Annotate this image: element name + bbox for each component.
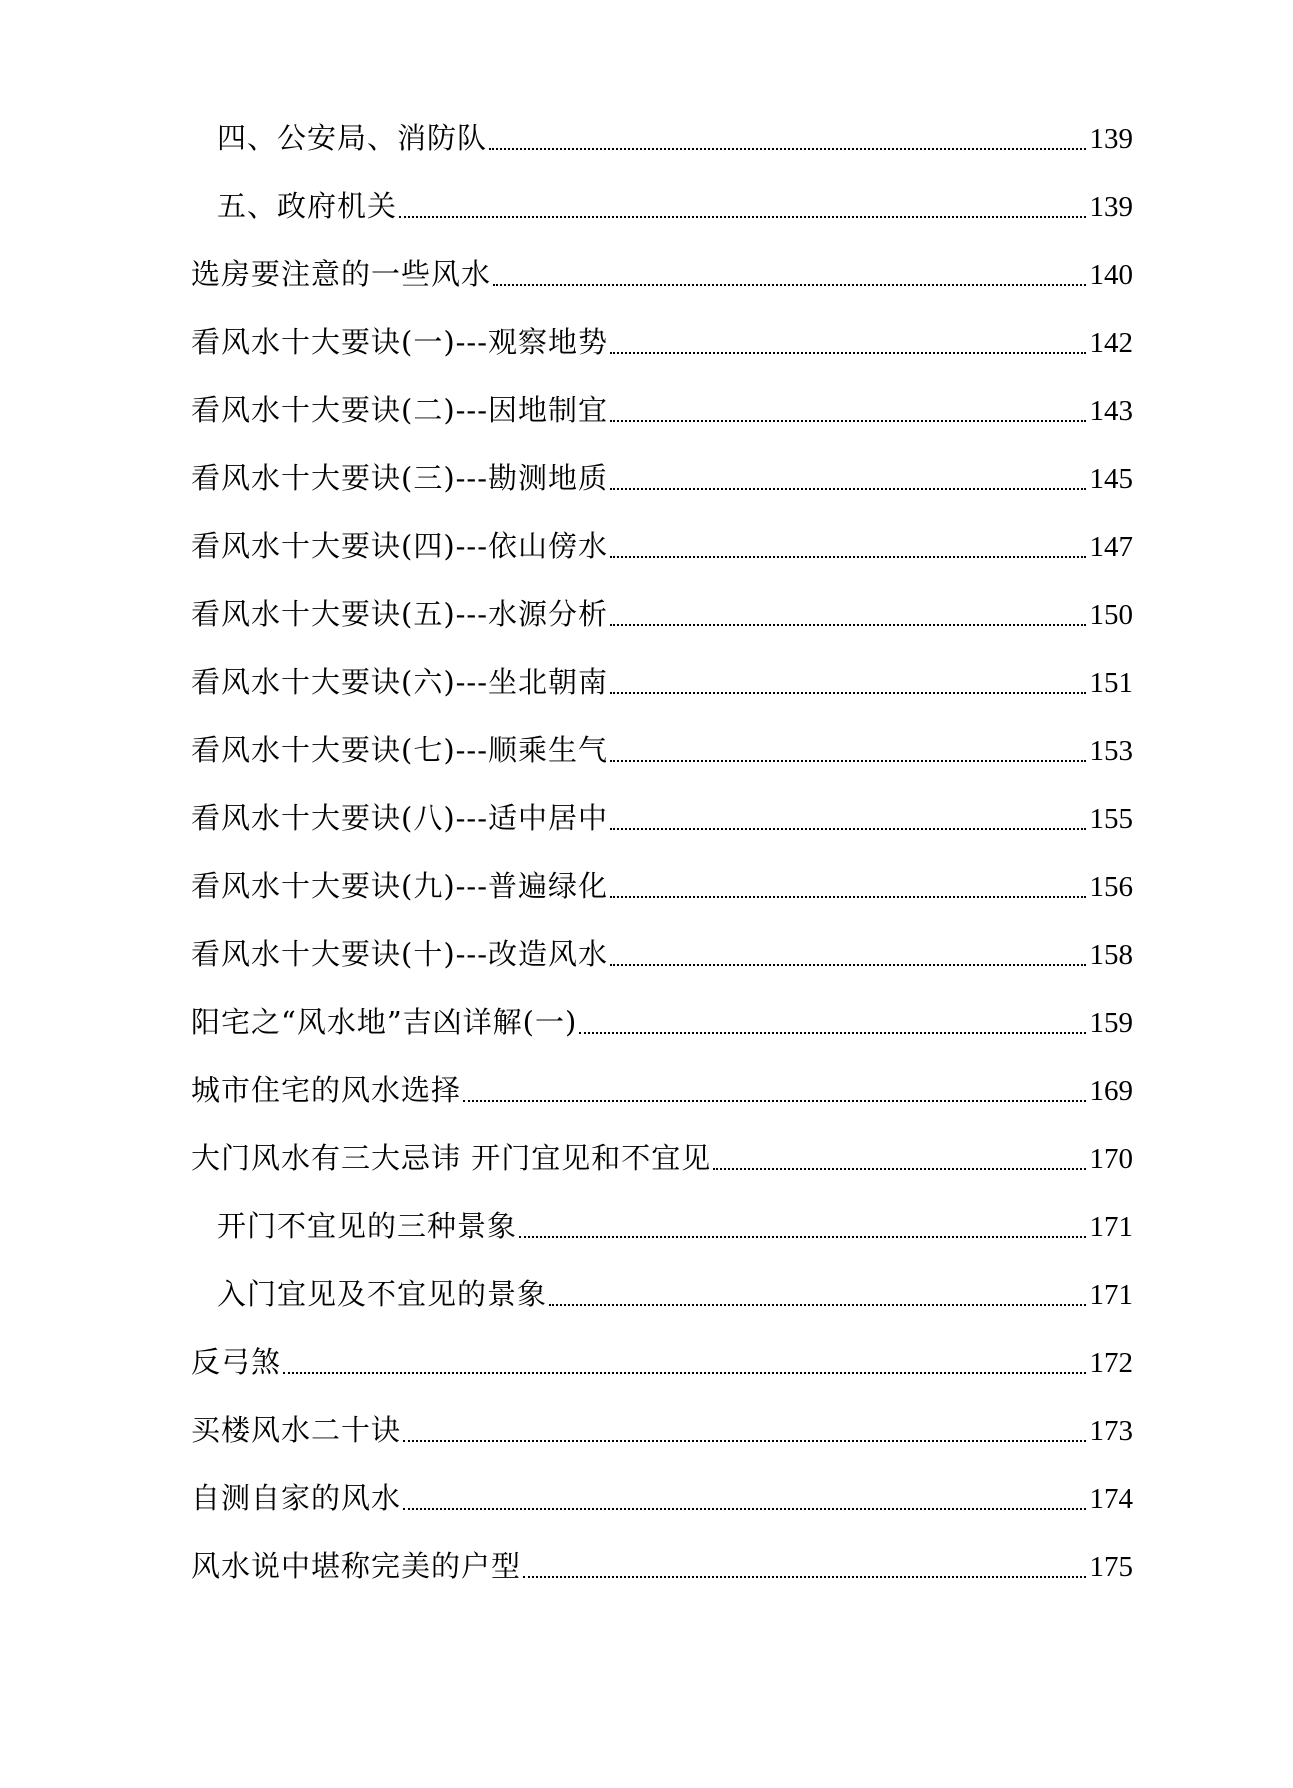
dot-leader: [489, 148, 1085, 150]
toc-entry-title: 四、公安局、消防队: [217, 121, 488, 155]
dot-leader: [610, 420, 1085, 422]
toc-entry[interactable]: [0, 1468, 1293, 1536]
toc-entry-page-number: 175: [1089, 1551, 1133, 1583]
toc-entry[interactable]: [0, 176, 1293, 244]
toc-entry-title: 反弓煞: [191, 1345, 282, 1379]
toc-entry[interactable]: [0, 108, 1293, 176]
toc-entry-page-number: 139: [1089, 123, 1133, 155]
dot-leader: [610, 964, 1085, 966]
toc-entry-page-number: 174: [1089, 1483, 1133, 1515]
dot-leader: [493, 284, 1085, 286]
dot-leader: [463, 1100, 1085, 1102]
toc-entry[interactable]: [0, 924, 1293, 992]
dot-leader: [519, 1236, 1085, 1238]
toc-entry-page-number: 158: [1089, 939, 1133, 971]
toc-entry[interactable]: [0, 584, 1293, 652]
dot-leader: [610, 760, 1085, 762]
toc-entry[interactable]: [0, 448, 1293, 516]
toc-entry-page-number: 173: [1089, 1415, 1133, 1447]
dot-leader: [403, 1440, 1085, 1442]
toc-entry-title: 选房要注意的一些风水: [191, 257, 492, 291]
toc-entry-title: 入门宜见及不宜见的景象: [217, 1277, 548, 1311]
toc-entry-page-number: 170: [1089, 1143, 1133, 1175]
toc-entry-title: 看风水十大要诀(八)---适中居中: [191, 801, 609, 835]
toc-entry-title: 看风水十大要诀(六)---坐北朝南: [191, 665, 609, 699]
toc-entry-title: 看风水十大要诀(十)---改造风水: [191, 937, 609, 971]
dot-leader: [523, 1576, 1085, 1578]
toc-entry-page-number: 172: [1089, 1347, 1133, 1379]
toc-entry[interactable]: [0, 516, 1293, 584]
toc-entry-page-number: 153: [1089, 735, 1133, 767]
toc-entry[interactable]: [0, 992, 1293, 1060]
toc-entry[interactable]: [0, 652, 1293, 720]
dot-leader: [610, 828, 1085, 830]
toc-entry-title: 看风水十大要诀(四)---依山傍水: [191, 529, 609, 563]
dot-leader: [713, 1168, 1085, 1170]
toc-entry-title: 大门风水有三大忌讳 开门宜见和不宜见: [191, 1141, 712, 1175]
toc-entry-page-number: 156: [1089, 871, 1133, 903]
toc-entry[interactable]: [0, 244, 1293, 312]
toc-entry[interactable]: [0, 1264, 1293, 1332]
toc-entry-page-number: 151: [1089, 667, 1133, 699]
toc-entry-title: 开门不宜见的三种景象: [217, 1209, 518, 1243]
dot-leader: [610, 896, 1085, 898]
toc-entry-title: 看风水十大要诀(一)---观察地势: [191, 325, 609, 359]
dot-leader: [610, 488, 1085, 490]
toc-entry[interactable]: [0, 1060, 1293, 1128]
dot-leader: [403, 1508, 1085, 1510]
toc-entry-title: 看风水十大要诀(七)---顺乘生气: [191, 733, 609, 767]
toc-entry[interactable]: [0, 788, 1293, 856]
dot-leader: [549, 1304, 1085, 1306]
toc-entry[interactable]: [0, 1196, 1293, 1264]
toc-entry-page-number: 171: [1089, 1211, 1133, 1243]
toc-entry[interactable]: [0, 1332, 1293, 1400]
toc-entry-page-number: 139: [1089, 191, 1133, 223]
toc-entry-page-number: 159: [1089, 1007, 1133, 1039]
table-of-contents: [0, 108, 1293, 1604]
toc-entry[interactable]: [0, 380, 1293, 448]
toc-entry-title: 看风水十大要诀(二)---因地制宜: [191, 393, 609, 427]
dot-leader: [399, 216, 1085, 218]
toc-entry-page-number: 142: [1089, 327, 1133, 359]
dot-leader: [610, 624, 1085, 626]
toc-entry-page-number: 171: [1089, 1279, 1133, 1311]
toc-entry-title: 看风水十大要诀(三)---勘测地质: [191, 461, 609, 495]
toc-entry-page-number: 150: [1089, 599, 1133, 631]
toc-entry-page-number: 147: [1089, 531, 1133, 563]
toc-entry[interactable]: [0, 720, 1293, 788]
toc-entry[interactable]: [0, 312, 1293, 380]
dot-leader: [610, 352, 1085, 354]
toc-entry-title: 城市住宅的风水选择: [191, 1073, 462, 1107]
toc-entry-page-number: 140: [1089, 259, 1133, 291]
toc-entry-title: 自测自家的风水: [191, 1481, 402, 1515]
toc-entry[interactable]: [0, 856, 1293, 924]
toc-entry[interactable]: [0, 1400, 1293, 1468]
toc-entry-title: 看风水十大要诀(五)---水源分析: [191, 597, 609, 631]
toc-entry[interactable]: [0, 1536, 1293, 1604]
dot-leader: [610, 556, 1085, 558]
dot-leader: [283, 1372, 1085, 1374]
dot-leader: [610, 692, 1085, 694]
dot-leader: [579, 1032, 1085, 1034]
toc-entry-page-number: 169: [1089, 1075, 1133, 1107]
toc-entry-page-number: 155: [1089, 803, 1133, 835]
toc-entry-page-number: 145: [1089, 463, 1133, 495]
toc-entry[interactable]: [0, 1128, 1293, 1196]
toc-entry-page-number: 143: [1089, 395, 1133, 427]
toc-entry-title: 看风水十大要诀(九)---普遍绿化: [191, 869, 609, 903]
toc-entry-title: 买楼风水二十诀: [191, 1413, 402, 1447]
toc-entry-title: 风水说中堪称完美的户型: [191, 1549, 522, 1583]
toc-entry-title: 阳宅之“风水地”吉凶详解(一): [191, 1005, 578, 1039]
toc-entry-title: 五、政府机关: [217, 189, 398, 223]
